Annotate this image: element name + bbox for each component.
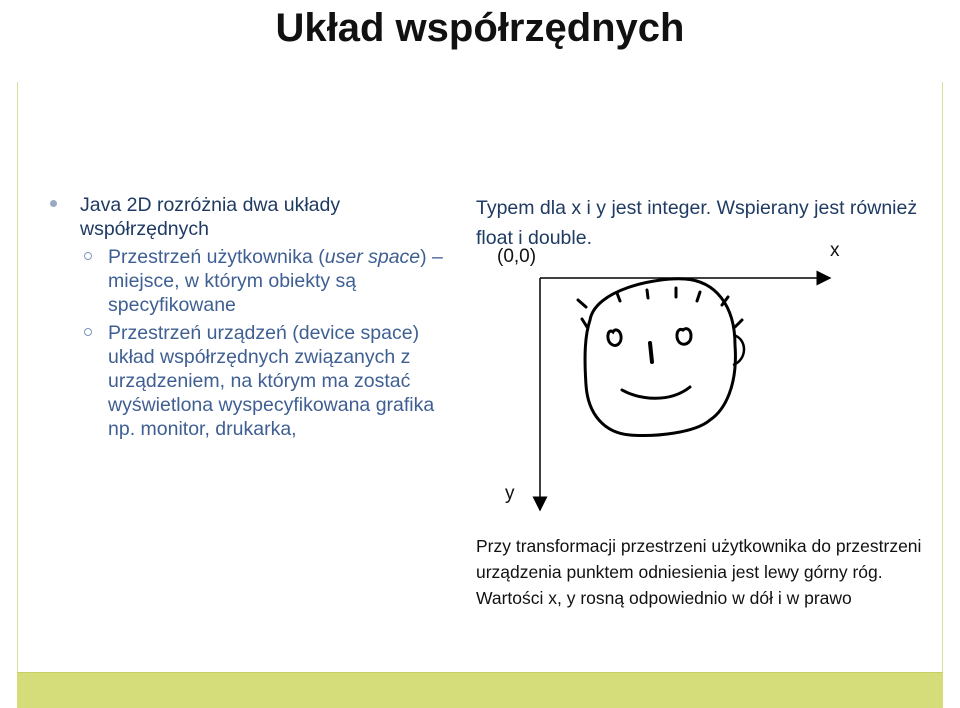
slide-frame-right — [942, 82, 943, 672]
y-axis-label: y — [505, 483, 515, 504]
x-axis-label: x — [830, 240, 840, 261]
sub-bullet-text-em: user space — [324, 246, 421, 268]
footer-band — [17, 672, 943, 708]
face-left-eye — [608, 330, 621, 346]
bullet-ring-icon — [84, 252, 92, 260]
face-mouth — [622, 387, 690, 398]
face-nose — [650, 343, 652, 362]
sub-bullet-user-space — [50, 245, 460, 317]
sub-bullet-text-pre: Przestrzeń użytkownika ( — [108, 246, 325, 268]
left-column — [50, 193, 460, 441]
type-info-heading: Typem dla x i y jest integer. Wspierany jest również float i double. — [476, 197, 918, 249]
bullet-dot-icon — [50, 200, 57, 207]
face-outline — [585, 279, 735, 436]
origin-label: (0,0) — [497, 246, 537, 267]
main-bullet-text: Java 2D rozróżnia dwa układy współrzędnych — [80, 194, 341, 240]
sub-bullet-text: Przestrzeń urządzeń (device space) układ współrzędnych związanych z urządzeniem, na którym ma zostać wyświetlona wyspecyfikowana grafika np. monitor, drukarka, — [108, 322, 435, 440]
slide-title: Układ współrzędnych — [275, 6, 685, 50]
bullet-ring-icon — [84, 328, 92, 336]
sub-bullet-device-space — [50, 321, 460, 441]
transformation-note: Przy transformacji przestrzeni użytkownika do przestrzeni urządzenia punktem odniesienia jest lewy górny róg. Wartości x, y rosną odpowiednio w dół i w prawo — [476, 536, 922, 608]
sub-bullet-text-post: ) – miejsce, w którym obiekty są specyfikowane — [108, 246, 443, 316]
slide-frame-left — [17, 82, 18, 672]
face-right-eye — [677, 329, 691, 345]
main-bullet — [50, 193, 460, 241]
coordinate-diagram — [470, 235, 860, 520]
